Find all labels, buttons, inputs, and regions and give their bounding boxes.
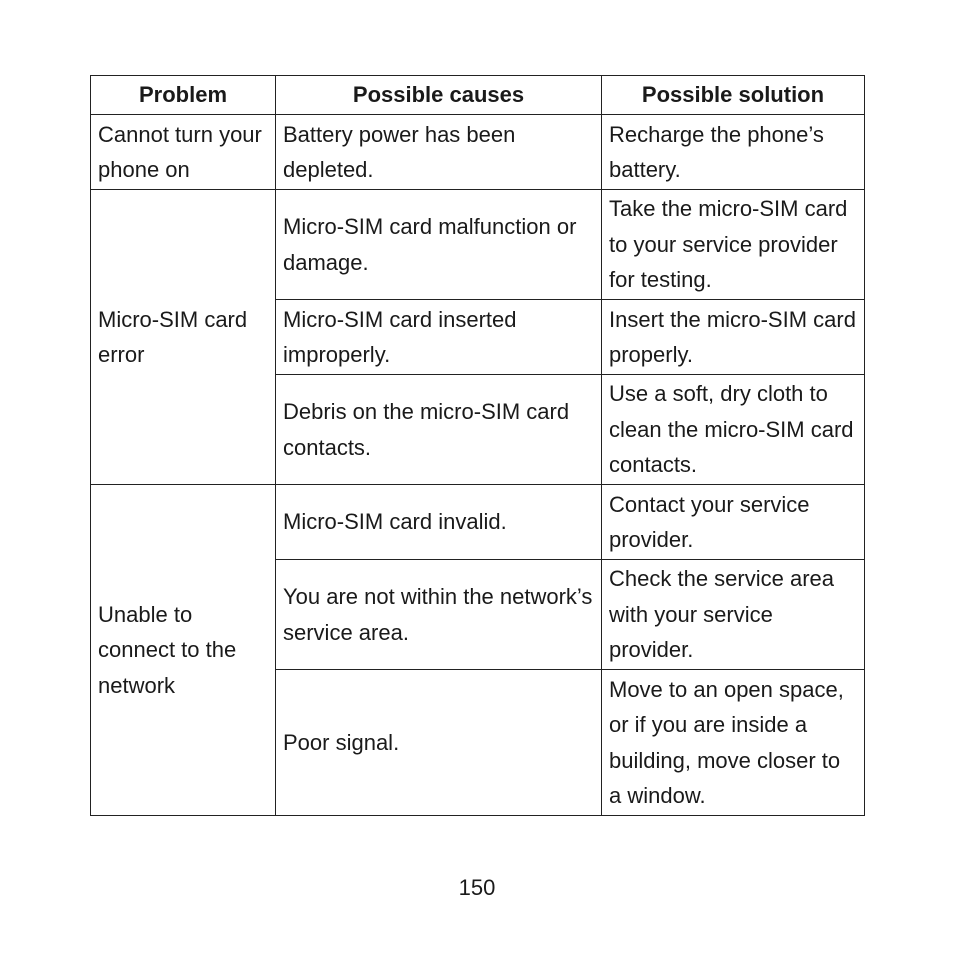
solution-cell: Move to an open space, or if you are inside a building, move closer to a window.: [602, 670, 865, 816]
problem-cell: Cannot turn your phone on: [91, 115, 276, 190]
header-possible-causes: Possible causes: [276, 76, 602, 115]
header-row: [91, 76, 865, 115]
solution-cell: Take the micro-SIM card to your service provider for testing.: [602, 190, 865, 300]
table-row: [91, 190, 865, 300]
problem-cell: Micro-SIM card error: [91, 190, 276, 485]
problem-cell: Unable to connect to the network: [91, 485, 276, 816]
solution-cell: Check the service area with your service provider.: [602, 560, 865, 670]
cause-cell: Debris on the micro-SIM card contacts.: [276, 375, 602, 485]
cause-cell: Battery power has been depleted.: [276, 115, 602, 190]
table-row: [91, 485, 865, 560]
cause-cell: Micro-SIM card malfunction or damage.: [276, 190, 602, 300]
solution-cell: Contact your service provider.: [602, 485, 865, 560]
header-problem: Problem: [91, 76, 276, 115]
solution-cell: Insert the micro-SIM card properly.: [602, 300, 865, 375]
cause-cell: You are not within the network’s service area.: [276, 560, 602, 670]
cause-cell: Micro-SIM card invalid.: [276, 485, 602, 560]
page-number: 150: [458, 875, 496, 900]
cause-cell: Poor signal.: [276, 670, 602, 816]
cause-cell: Micro-SIM card inserted improperly.: [276, 300, 602, 375]
troubleshooting-table: [90, 75, 865, 816]
solution-cell: Use a soft, dry cloth to clean the micro-SIM card contacts.: [602, 375, 865, 485]
solution-cell: Recharge the phone’s battery.: [602, 115, 865, 190]
header-possible-solution: Possible solution: [602, 76, 865, 115]
table-row: [91, 115, 865, 190]
